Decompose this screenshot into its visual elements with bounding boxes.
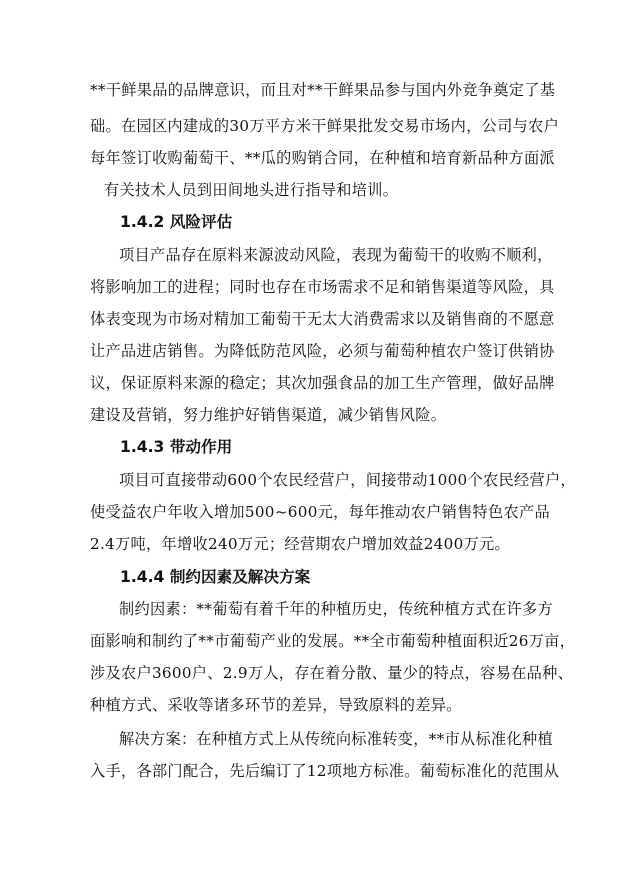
section-heading: 1.4.4 制约因素及解决方案 — [120, 568, 311, 586]
body-line: 议，保证原料来源的稳定；其次加强食品的加工生产管理，做好品牌 — [90, 374, 555, 392]
body-line: 项目可直接带动600个农民经营户，间接带动1000个农民经营户， — [119, 471, 576, 489]
body-line: 每年签订收购葡萄干、**瓜的购销合同，在种植和培育新品种方面派 — [90, 149, 555, 167]
body-line: 2.4万吨，年增收240万元；经营期农户增加效益2400万元。 — [90, 535, 511, 553]
body-line: 涉及农户3600户、2.9万人，存在着分散、量少的特点，容易在品种、 — [90, 664, 574, 682]
section-heading: 1.4.3 带动作用 — [120, 438, 233, 456]
body-line: 入手，各部门配合，先后编订了12项地方标准。葡萄标准化的范围从 — [90, 762, 560, 780]
section-heading: 1.4.2 风险评估 — [120, 213, 233, 231]
body-line: 解决方案：在种植方式上从传统向标准转变，**市从标准化种植 — [119, 730, 553, 748]
body-line: **干鲜果品的品牌意识，而且对**干鲜果品参与国内外竞争奠定了基 — [90, 81, 556, 99]
body-line: 础。在园区内建成的30万平方米干鲜果批发交易市场内，公司与农户 — [90, 117, 560, 135]
body-line: 让产品进店销售。为降低防范风险，必须与葡萄种植农户签订供销协 — [90, 342, 555, 360]
body-line: 项目产品存在原料来源波动风险，表现为葡萄干的收购不顺利， — [119, 246, 553, 264]
body-line: 建设及营销，努力维护好销售渠道，减少销售风险。 — [90, 406, 447, 424]
body-line: 体表变现为市场对精加工葡萄干无太大消费需求以及销售商的不愿意 — [90, 310, 555, 328]
body-line: 面影响和制约了**市葡萄产业的发展。**全市葡萄种植面积近26万亩， — [90, 632, 576, 650]
body-line: 将影响加工的进程；同时也存在市场需求不足和销售渠道等风险，具 — [90, 278, 555, 296]
body-line: 种植方式、采收等诸多环节的差异，导致原料的差异。 — [90, 696, 462, 714]
body-line: 使受益农户年收入增加500~600元，每年推动农户销售特色农产品 — [90, 503, 550, 521]
body-line: 制约因素：**葡萄有着千年的种植历史，传统种植方式在许多方 — [119, 600, 553, 618]
body-line: 有关技术人员到田间地头进行指导和培训。 — [104, 181, 399, 199]
